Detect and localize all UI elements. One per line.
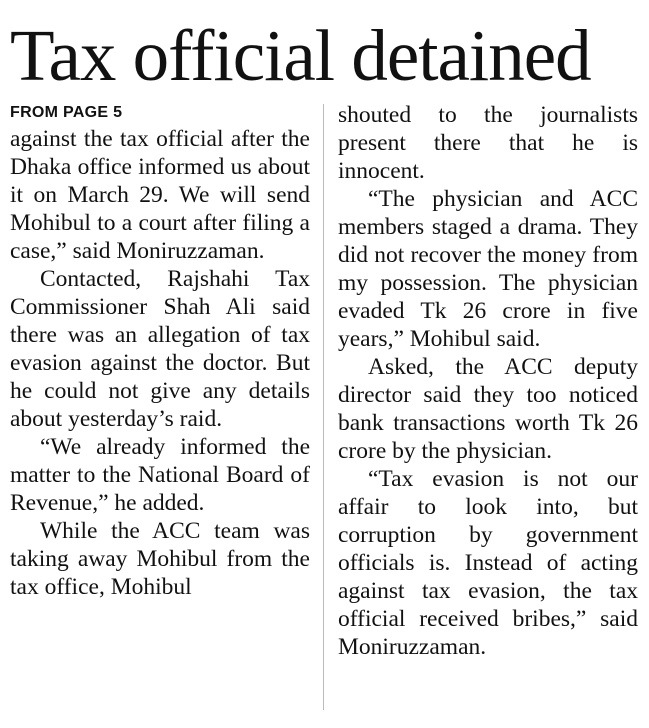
article-paragraph: against the tax official after the Dhaka office informed us about it on March 29. We will send Mohibul to a court after filing a case,” said Moniruzzaman. (10, 126, 310, 264)
article-paragraph: shouted to the journalists present there that he is innocent. (338, 102, 638, 184)
headline: Tax official detained (10, 15, 591, 96)
article-paragraph: Asked, the ACC deputy director said they too noticed bank transactions worth Tk 26 crore by the physician. (338, 354, 638, 464)
jump-label: FROM PAGE 5 (10, 104, 123, 121)
article-paragraph: “The physician and ACC members staged a drama. They did not recover the money from my possession. The physician evaded Tk 26 crore in five years,” Mohibul said. (338, 186, 638, 352)
article-paragraph: While the ACC team was taking away Mohibul from the tax office, Mohibul (10, 518, 310, 600)
article-column-left (10, 101, 310, 601)
column-divider (323, 104, 324, 710)
article-paragraph: “We already informed the matter to the National Board of Revenue,” he added. (10, 434, 310, 516)
article-paragraph: Contacted, Rajshahi Tax Commissioner Shah Ali said there was an allegation of tax evasion against the doctor. But he could not give any details about yesterday’s raid. (10, 266, 310, 432)
article-column-right (338, 101, 638, 661)
article-paragraph: “Tax evasion is not our affair to look into, but corruption by government officials is. Instead of acting against tax evasion, the tax official received bribes,” said Moniruzzaman. (338, 466, 638, 660)
